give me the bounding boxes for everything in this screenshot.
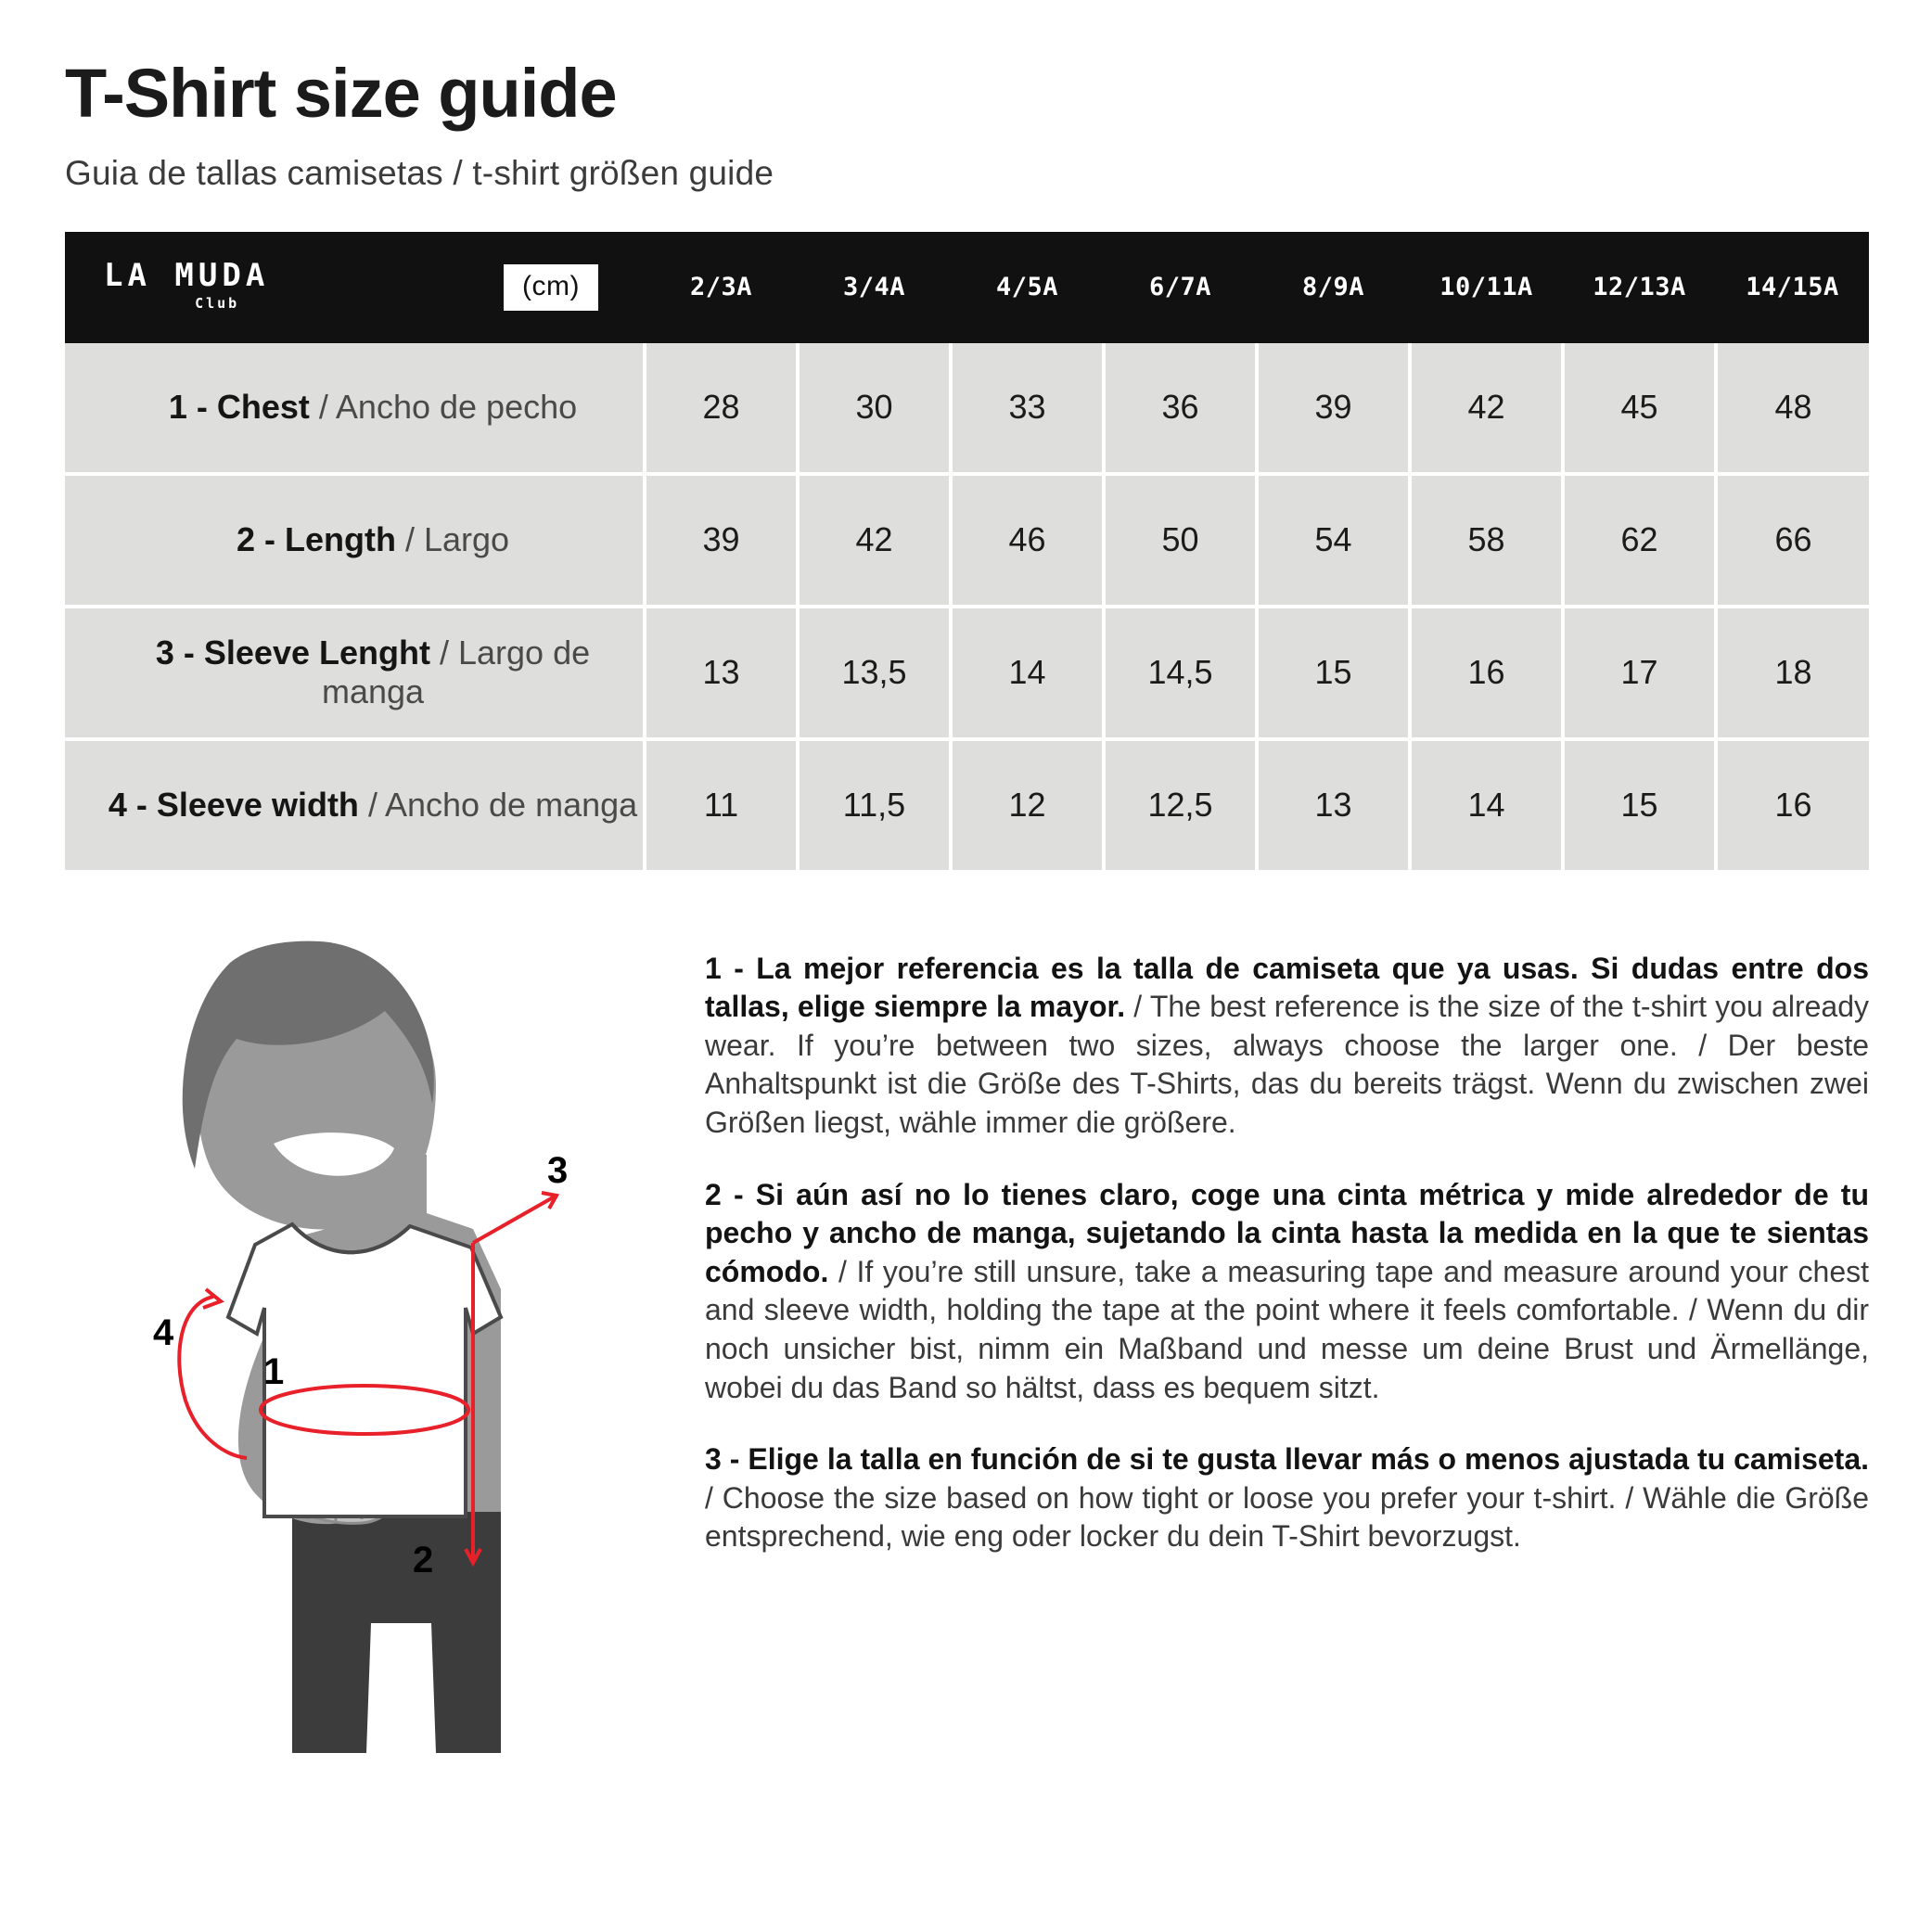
cell-length-6: 62 [1563,474,1716,607]
note-3-bold: 3 - Elige la talla en función de si te gusta llevar más o menos ajustada tu camiseta. [705,1442,1869,1477]
measurement-illustration [65,918,714,1753]
column-header-3: 6/7A [1104,232,1257,343]
lower-section [65,918,1869,1753]
brand-logo [65,232,457,343]
row-label-strong: 3 - Sleeve Lenght [155,633,430,672]
row-label-light: / Ancho de manga [367,786,638,825]
column-header-6: 12/13A [1563,232,1716,343]
table-row [65,474,1869,607]
cell-sleeve-width-5: 14 [1410,739,1563,870]
row-label-chest [65,343,645,474]
column-header-0: 2/3A [645,232,798,343]
size-table-header-row [65,232,1869,343]
row-label-sleeve-width [65,739,645,870]
column-header-2: 4/5A [951,232,1104,343]
cell-chest-0: 28 [645,343,798,474]
note-2 [705,1176,1869,1408]
row-label-light: / Ancho de pecho [318,388,578,427]
row-label-light: / Largo de manga [321,633,591,711]
note-1-bold: 1 - La mejor referencia es la talla de camiseta que ya usas. Si dudas entre dos tallas, elige siempre la mayor. [705,951,1869,1024]
note-2-bold: 2 - Si aún así no lo tienes claro, coge una cinta métrica y mide alrededor de tu pecho y ancho de manga, sujetando la cinta hasta la medida en la que te sientas cómodo. [705,1177,1869,1288]
size-table-head [65,232,1869,343]
cell-length-7: 66 [1716,474,1869,607]
note-3 [705,1440,1869,1556]
cell-sleeve-width-3: 12,5 [1104,739,1257,870]
size-table [65,232,1869,870]
row-label-sleeve-length [65,607,645,739]
column-header-4: 8/9A [1257,232,1410,343]
page-title: T-Shirt size guide [65,55,617,132]
cell-length-4: 54 [1257,474,1410,607]
cell-length-3: 50 [1104,474,1257,607]
table-row [65,739,1869,870]
cell-sleeve-length-0: 13 [645,607,798,739]
cell-length-2: 46 [951,474,1104,607]
column-header-7: 14/15A [1716,232,1869,343]
cell-sleeve-length-1: 13,5 [798,607,951,739]
cell-chest-4: 39 [1257,343,1410,474]
page-subtitle: Guia de tallas camisetas / t-shirt größen guide [65,153,774,192]
table-row [65,607,1869,739]
cell-sleeve-width-2: 12 [951,739,1104,870]
marker-4: 4 [153,1311,174,1353]
row-label-light: / Largo [404,520,510,559]
brand-name: LA MUDA [104,257,270,295]
size-table-body [65,343,1869,870]
cell-sleeve-width-4: 13 [1257,739,1410,870]
note-1-rest: / The best reference is the size of the t-shirt you already wear. If you’re between two sizes, always choose the larger one. / Der beste Anhaltspunkt ist die Größe des T-Shirts, das du bereits trägst. Wenn du zwischen zwei Größen liegst, wähle immer die größere. [705,990,1870,1140]
cell-length-1: 42 [798,474,951,607]
note-1 [705,950,1869,1143]
cell-length-0: 39 [645,474,798,607]
marker-2: 2 [413,1539,434,1580]
boy-figure-svg [65,918,714,1753]
cell-sleeve-length-7: 18 [1716,607,1869,739]
cell-sleeve-length-5: 16 [1410,607,1563,739]
marker-1: 1 [263,1350,285,1392]
table-row [65,343,1869,474]
cell-chest-7: 48 [1716,343,1869,474]
note-2-rest: / If you’re still unsure, take a measuring tape and measure around your chest and sleeve width, holding the tape at the point where it feels comfortable. / Wenn du dir noch unsicher bist, nimm ein Maßband und messe um deine Brust und Ärmellänge, wobei du das Band so hältst, dass es bequem sitzt. [705,1254,1869,1404]
cell-chest-3: 36 [1104,343,1257,474]
trousers-shape [292,1503,501,1753]
column-header-5: 10/11A [1410,232,1563,343]
cell-chest-6: 45 [1563,343,1716,474]
cell-sleeve-width-1: 11,5 [798,739,951,870]
notes-list [705,920,1869,1590]
row-label-strong: 1 - Chest [168,388,310,427]
column-header-1: 3/4A [798,232,951,343]
cell-length-5: 58 [1410,474,1563,607]
cell-sleeve-width-6: 15 [1563,739,1716,870]
row-label-strong: 4 - Sleeve width [108,786,359,825]
cell-sleeve-length-6: 17 [1563,607,1716,739]
cell-sleeve-length-2: 14 [951,607,1104,739]
unit-header [457,232,645,343]
cell-sleeve-width-7: 16 [1774,786,1812,825]
note-3-rest: / Choose the size based on how tight or loose you prefer your t-shirt. / Wähle die Größe entsprechend, wie eng oder locker du dein T-Shirt bevorzugst. [705,1480,1869,1554]
cell-chest-5: 42 [1410,343,1563,474]
cell-chest-2: 33 [951,343,1104,474]
sleeve-length-measure-line [473,1196,555,1243]
row-label-strong: 2 - Length [236,520,396,559]
cell-sleeve-length-4: 15 [1257,607,1410,739]
brand-club: Club [195,295,240,313]
cell-chest-1: 30 [798,343,951,474]
marker-3: 3 [547,1149,569,1191]
cell-sleeve-length-3: 14,5 [1104,607,1257,739]
unit-chip: (cm) [504,264,598,311]
row-label-length [65,474,645,607]
cell-sleeve-width-0: 11 [645,739,798,870]
